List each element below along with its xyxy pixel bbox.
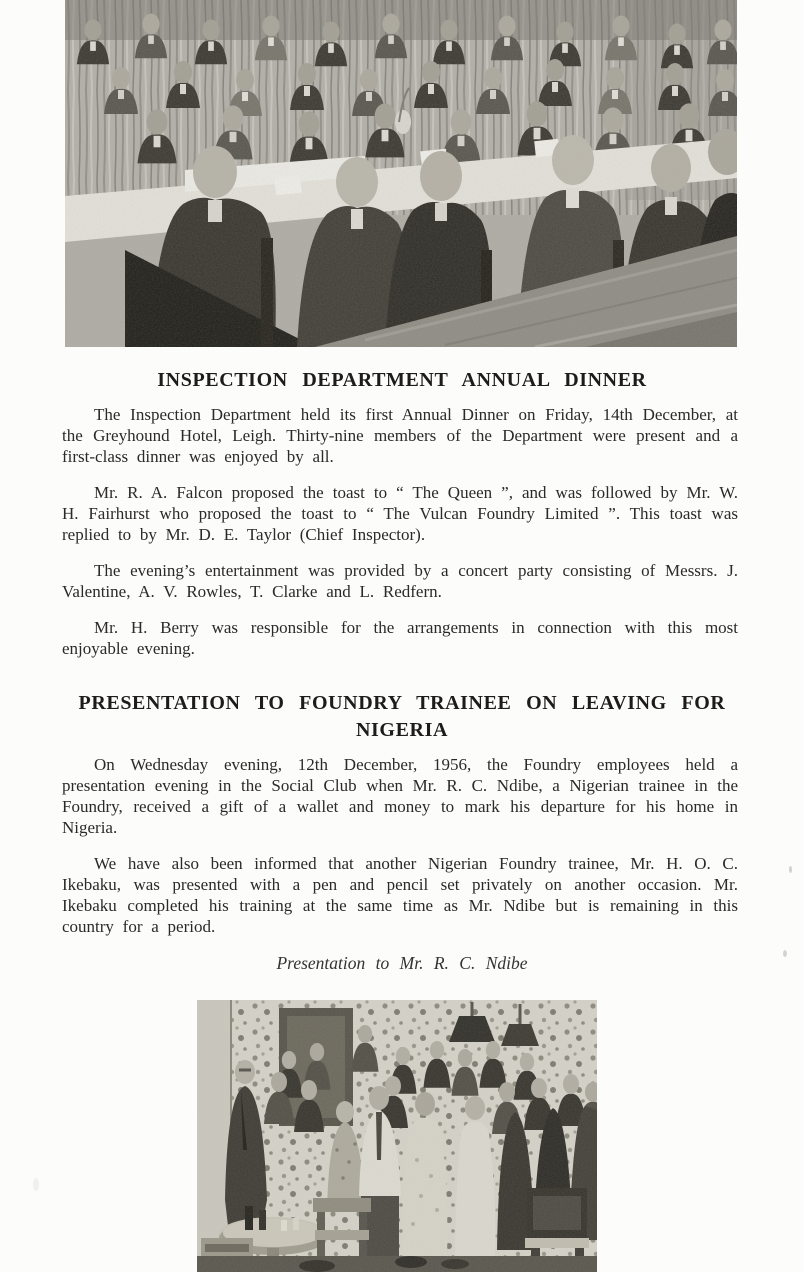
presentation-text [62,754,738,952]
scan-smudge [33,1178,39,1191]
dinner-heading: INSPECTION DEPARTMENT ANNUAL DINNER [157,369,647,391]
dinner-text [62,404,738,674]
presentation-heading: PRESENTATION TO FOUNDRY TRAINEE ON LEAVING FOR NIGERIA [78,692,726,741]
presentation-photo [197,1000,597,1272]
dinner-photo [65,0,737,347]
dinner-paragraph-2: Mr. R. A. Falcon proposed the toast to “ The Queen ”, and was followed by Mr. W. H. Fairhurst who proposed the toast to “ The Vulcan Foundry Limited ”. This toast was replied to by Mr. D. E. Taylor (Chief Inspector). [62,483,738,544]
photo-caption: Presentation to Mr. R. C. Ndibe [276,953,528,973]
presentation-photo-illustration [197,1000,597,1272]
scan-speck [789,866,792,873]
presentation-paragraph-2: We have also been informed that another Nigerian Foundry trainee, Mr. H. O. C. Ikebaku, was presented with a pen and pencil set privately on another occasion. Mr. Ikebaku completed his training at the same time as Mr. Ndibe but is remaining in this country for a period. [62,854,738,936]
scan-speck [783,950,787,957]
dinner-photo-illustration [65,0,737,347]
dinner-paragraph-3: The evening’s entertainment was provided by a concert party consisting of Messrs. J. Valentine, A. V. Rowles, T. Clarke and L. Redfern. [62,561,738,601]
film-grain [197,1000,597,1272]
dinner-paragraph-1: The Inspection Department held its first Annual Dinner on Friday, 14th December, at the Greyhound Hotel, Leigh. Thirty-nine members of the Department were present and a first-class dinner was enjoyed by all. [62,405,738,466]
dinner-paragraph-4: Mr. H. Berry was responsible for the arrangements in connection with this most enjoyable evening. [62,618,738,658]
presentation-paragraph-1: On Wednesday evening, 12th December, 1956, the Foundry employees held a presentation evening in the Social Club when Mr. R. C. Ndibe, a Nigerian trainee in the Foundry, received a gift of a wallet and money to mark his departure for his home in Nigeria. [62,755,738,837]
film-grain [65,0,737,347]
